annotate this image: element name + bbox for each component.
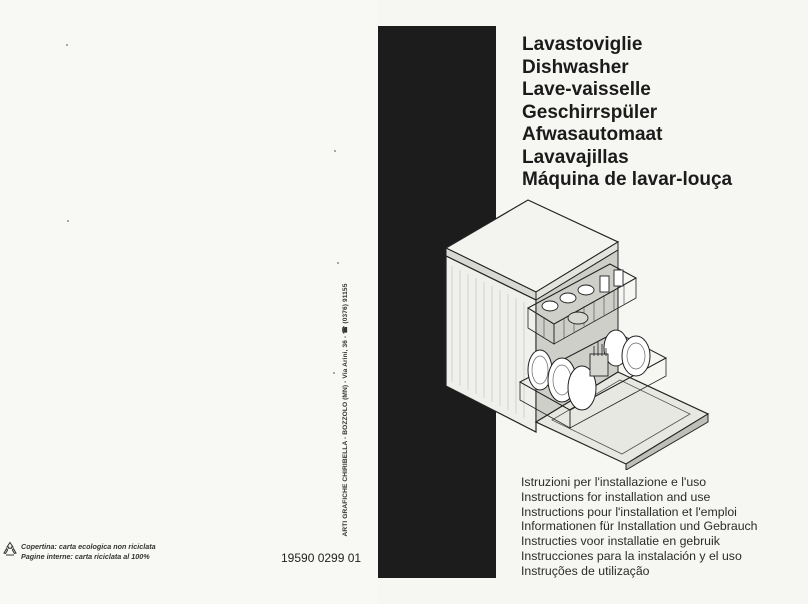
instructions-nl: Instructies voor installatie en gebruik bbox=[521, 534, 720, 549]
title-pt: Máquina de lavar-louça bbox=[522, 169, 733, 190]
paper-speck bbox=[337, 262, 339, 264]
back-cover bbox=[0, 0, 378, 604]
title-fr: Lave-vaisselle bbox=[522, 79, 651, 100]
paper-speck bbox=[66, 44, 68, 46]
instructions-list bbox=[521, 475, 758, 579]
paper-speck bbox=[67, 220, 69, 222]
catalog-code: 19590 0299 01 bbox=[281, 551, 362, 565]
instructions-en: Instructions for installation and use bbox=[521, 489, 711, 504]
title-es: Lavavajillas bbox=[522, 146, 629, 168]
instructions-fr: Instructions pour l'installation et l'emploi bbox=[521, 504, 737, 519]
instructions-de: Informationen für Installation und Gebrauch bbox=[521, 519, 758, 534]
title-it: Lavastoviglie bbox=[522, 34, 643, 55]
paper-note-cover: Copertina: carta ecologica non riciclata bbox=[21, 542, 156, 551]
paper-speck bbox=[334, 150, 336, 152]
instructions-pt: Instruções de utilização bbox=[521, 563, 650, 578]
dishwasher-illustration bbox=[440, 196, 712, 470]
paper-note-pages: Pagine interne: carta riciclata al 100% bbox=[21, 551, 150, 561]
recycle-icon bbox=[2, 541, 18, 557]
instructions-it: Istruzioni per l'installazione e l'uso bbox=[521, 475, 707, 489]
printer-imprint-text: ARTI GRAFICHE CHIRIBELLA - BOZZOLO (MN) - Via Arini, 36 - ☎ (0376) 91155 bbox=[342, 283, 349, 537]
instructions-es: Instrucciones para la instalación y el uso bbox=[521, 548, 742, 563]
paper-note bbox=[21, 542, 156, 561]
title-nl: Afwasautomaat bbox=[522, 124, 663, 145]
title-en: Dishwasher bbox=[522, 56, 629, 78]
paper-speck bbox=[333, 372, 335, 374]
printer-imprint bbox=[338, 283, 352, 537]
title-list bbox=[522, 34, 732, 192]
title-de: Geschirrspüler bbox=[522, 101, 658, 123]
